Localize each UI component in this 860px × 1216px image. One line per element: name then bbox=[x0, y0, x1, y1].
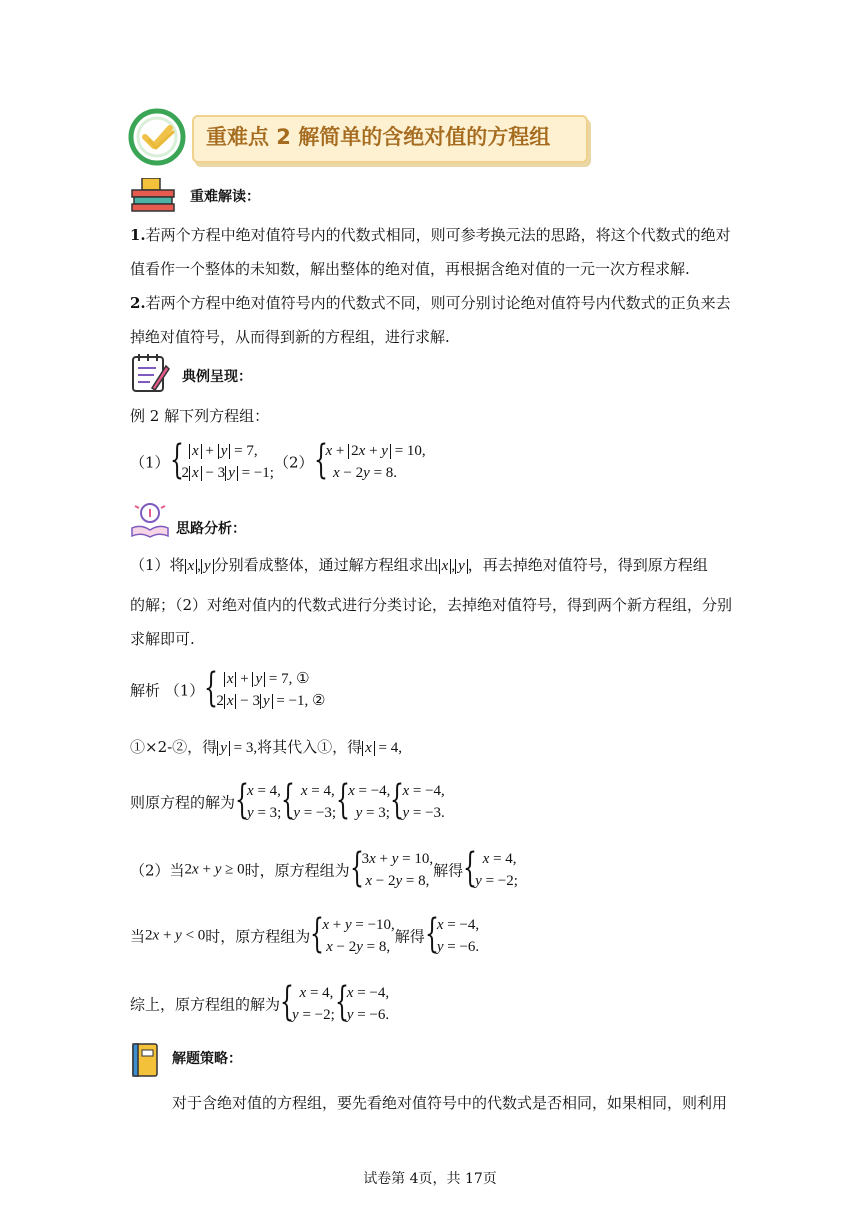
case2-result: { x = −4, y = −6. bbox=[424, 911, 480, 957]
case2-mid: 时，原方程组为 bbox=[205, 927, 311, 946]
case2-solve-word: 解得 bbox=[394, 927, 425, 946]
point-2-text-a: 若两个方程中绝对值符号内的代数式不同，则可分别讨论绝对值符号内代数式的正负来去 bbox=[145, 294, 731, 312]
case1-system: { 3x + y = 10, x − 2y = 8, bbox=[349, 845, 434, 891]
idea-l1-post: ，再去掉绝对值符号，得到原方程组 bbox=[467, 556, 708, 574]
solution-pair-4: { x = −4, y = −3. bbox=[390, 777, 445, 823]
point-2-text-b: 掉绝对值符号，从而得到新的方程组，进行求解. bbox=[130, 328, 450, 346]
solution-step-1: ①×2-②，得 y = 3,将其代入①，得 x = 4, bbox=[130, 738, 402, 756]
idea-l1-mid: 分别看成整体，通过解方程组求出 bbox=[213, 556, 439, 574]
summary-text: 综上，原方程组的解为 bbox=[130, 995, 281, 1014]
section-heading-strategy: 解题策略： bbox=[172, 1051, 242, 1067]
example-systems bbox=[130, 437, 426, 484]
point-1 bbox=[130, 218, 740, 286]
solution-pair-2: { x = 4, y = −3; bbox=[281, 777, 337, 823]
step2-text: 则原方程的解为 bbox=[130, 793, 236, 812]
case1-result: { x = 4, y = −2; bbox=[463, 845, 518, 891]
solution-label: 解析 （1） bbox=[130, 681, 205, 700]
solution-system-1: { x + y = 7, ① 2 x − 3 y = −1, ② bbox=[204, 665, 326, 711]
point-2 bbox=[130, 286, 740, 354]
lightbulb-book-icon bbox=[130, 500, 170, 538]
example-system-2: { x + 2x + y = 10, x − 2y = 8. bbox=[313, 437, 426, 483]
step1-text-a: ①×2-②，得 bbox=[130, 738, 218, 756]
point-1-text-a: 若两个方程中绝对值符号内的代数式相同，则可参考换元法的思路，将这个代数式的绝对 bbox=[145, 226, 731, 244]
section-heading-idea: 思路分析： bbox=[176, 521, 246, 537]
case1-mid: 时，原方程组为 bbox=[244, 861, 350, 880]
idea-line-3: 求解即可. bbox=[130, 630, 195, 648]
point-2-number: 2. bbox=[130, 294, 146, 312]
idea-l1-pre: （1）将 bbox=[130, 556, 185, 574]
solution-step-2 bbox=[130, 777, 445, 824]
section-heading-analysis: 重难解读： bbox=[190, 189, 260, 205]
case2-system: { x + y = −10, x − 2y = 8, bbox=[310, 911, 395, 957]
example-system-1: { x + y = 7, 2 x − 3 y = −1; bbox=[169, 437, 274, 483]
idea-line-1: （1）将 x , y 分别看成整体，通过解方程组求出 x , y ，再去掉绝对值符号，得到原方程组 bbox=[130, 556, 708, 574]
solution-case-1: （2）当2x + y ≥ 0时，原方程组为 { 3x + y = 10, x − 2y = 8, 解得 { x = 4, y = −2; bbox=[130, 845, 518, 891]
solution-pair-3: { x = −4, y = 3; bbox=[336, 777, 391, 823]
page-footer: 试卷第 4页，共 17页 bbox=[363, 1171, 497, 1187]
step1-text-b: 将其代入①，得 bbox=[257, 738, 363, 756]
case1-solve-word: 解得 bbox=[433, 861, 464, 880]
summary-pair-2: { x = −4, y = −6. bbox=[334, 979, 390, 1025]
solution-case-2: 当2x + y < 0时，原方程组为 { x + y = −10, x − 2y = 8, 解得 { x = −4, y = −6. bbox=[130, 911, 480, 957]
solution-summary bbox=[130, 979, 390, 1026]
books-icon bbox=[130, 178, 176, 212]
section-heading-example: 典例呈现： bbox=[182, 369, 252, 385]
idea-line-2: 的解；（2）对绝对值内的代数式进行分类讨论，去掉绝对值符号，得到两个新方程组，分别 bbox=[130, 596, 733, 614]
example-label-1: （1） bbox=[130, 453, 170, 472]
check-circle-icon bbox=[128, 108, 186, 166]
summary-pair-1: { x = 4, y = −2; bbox=[280, 979, 335, 1025]
point-1-number: 1. bbox=[130, 226, 146, 244]
page-title: 重难点 2 解简单的含绝对值的方程组 bbox=[206, 125, 551, 149]
strategy-text: 对于含绝对值的方程组，要先看绝对值符号中的代数式是否相同，如果相同，则利用 bbox=[172, 1094, 728, 1112]
solution-part-1 bbox=[130, 665, 326, 712]
notepad-pencil-icon bbox=[130, 352, 170, 394]
book-icon bbox=[131, 1042, 159, 1078]
point-1-text-b: 值看作一个整体的未知数，解出整体的绝对值，再根据含绝对值的一元一次方程求解. bbox=[130, 260, 690, 278]
case1-pre: （2）当 bbox=[130, 861, 185, 880]
solution-pair-1: { x = 4, y = 3; bbox=[235, 777, 282, 823]
case2-pre: 当 bbox=[130, 927, 146, 946]
example-label-2: （2） bbox=[273, 453, 314, 472]
example-intro: 例 2 解下列方程组： bbox=[130, 407, 270, 425]
